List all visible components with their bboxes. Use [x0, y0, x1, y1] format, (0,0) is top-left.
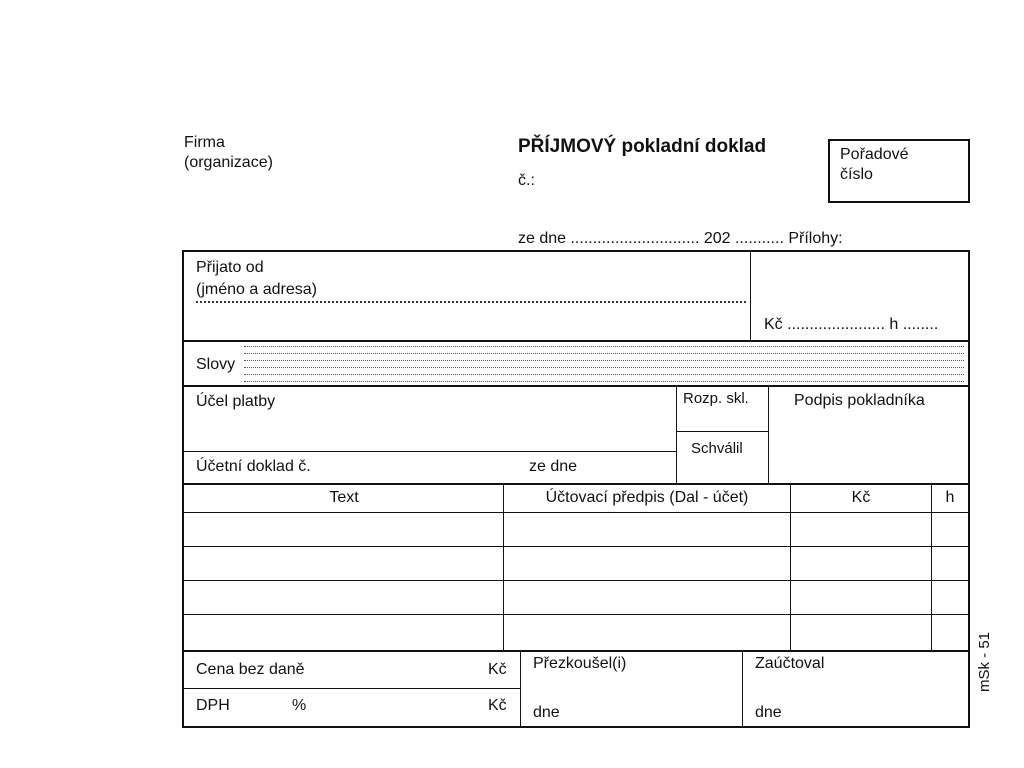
cashier-signature-label: Podpis pokladníka: [794, 392, 925, 409]
accounting-date-label: ze dne: [529, 458, 578, 475]
checked-date-label: dne: [533, 704, 560, 721]
firm-sublabel: (organizace): [184, 154, 273, 171]
amount-line: Kč ...................... h ........: [764, 316, 939, 333]
footer-column-divider: [520, 652, 521, 726]
price-without-vat-label: Cena bez daně: [196, 661, 305, 678]
footer-column-divider: [742, 652, 743, 726]
rozp-divider: [676, 431, 768, 432]
form-code: mSk - 51: [976, 631, 993, 692]
table-column-divider: [931, 485, 932, 650]
payment-purpose-label: Účel platby: [196, 393, 276, 410]
column-header-h: h: [945, 489, 955, 506]
words-line-6[interactable]: [244, 381, 964, 382]
rozp-skl-label: Rozp. skl.: [683, 390, 749, 407]
section-divider: [184, 483, 968, 485]
received-from-sublabel: (jméno a adresa): [196, 281, 317, 298]
date-attachments-line: ze dne ............................. 202 ........... Přílohy:: [518, 230, 843, 247]
order-number-label: Pořadové: [840, 146, 909, 163]
words-line-1[interactable]: [244, 346, 964, 347]
column-header-text: Text: [329, 489, 359, 506]
vat-percent-label: %: [292, 697, 307, 714]
purpose-divider: [676, 386, 677, 483]
purpose-divider: [768, 386, 769, 483]
vat-currency-label: Kč: [488, 697, 507, 714]
words-line-5[interactable]: [244, 374, 964, 375]
table-header-divider: [184, 512, 968, 513]
posted-date-label: dne: [755, 704, 782, 721]
words-line-3[interactable]: [244, 360, 964, 361]
column-header-booking: Účtovací předpis (Dal - účet): [545, 489, 749, 506]
posted-by-label: Zaúčtoval: [755, 655, 825, 672]
order-number-label-2: číslo: [840, 166, 873, 183]
price-currency-label: Kč: [488, 661, 507, 678]
checked-by-label: Přezkoušel(i): [533, 655, 627, 672]
words-label: Slovy: [196, 356, 236, 373]
received-divider: [750, 252, 751, 340]
purpose-inner-divider: [184, 451, 676, 452]
section-divider: [184, 340, 968, 342]
table-row: [184, 546, 968, 547]
table-row: [184, 580, 968, 581]
table-column-divider: [790, 485, 791, 650]
column-header-czk: Kč: [851, 489, 871, 506]
table-row: [184, 614, 968, 615]
section-divider: [184, 650, 968, 652]
received-from-input-line[interactable]: [196, 301, 746, 303]
table-column-divider: [503, 485, 504, 650]
firm-label: Firma: [184, 134, 225, 151]
footer-divider: [184, 688, 520, 689]
words-line-2[interactable]: [244, 353, 964, 354]
document-title: PŘÍJMOVÝ pokladní doklad: [518, 136, 767, 157]
document-number-label: č.:: [518, 172, 535, 189]
approved-label: Schválil: [691, 440, 743, 457]
words-line-4[interactable]: [244, 367, 964, 368]
received-from-label: Přijato od: [196, 259, 264, 276]
section-divider: [184, 385, 968, 387]
vat-label: DPH: [196, 697, 230, 714]
accounting-doc-label: Účetní doklad č.: [196, 458, 311, 475]
